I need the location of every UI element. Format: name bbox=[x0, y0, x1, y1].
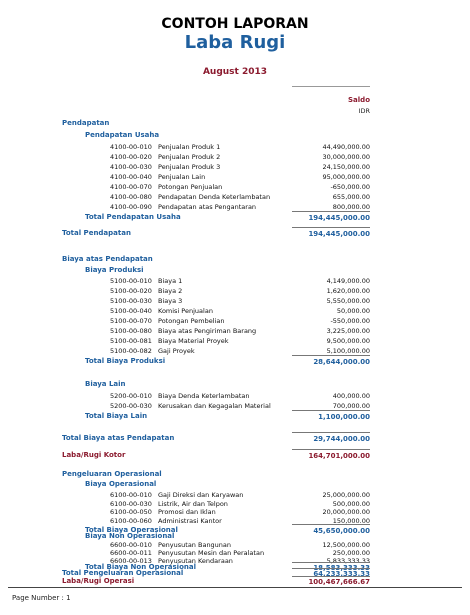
gross-profit-value: 164,701,000.00 bbox=[292, 449, 370, 462]
total-label: Total Biaya Non Operasional bbox=[85, 563, 196, 571]
total-value: 45,650,000.00 bbox=[292, 524, 370, 537]
total-value: 194,445,000.00 bbox=[292, 227, 370, 240]
page-number: Page Number : 1 bbox=[12, 594, 71, 602]
total-label: Total Pengeluaran Operasional bbox=[62, 569, 184, 577]
account-name: Kerusakan dan Kegagalan Material bbox=[158, 402, 271, 410]
account-row bbox=[0, 326, 470, 336]
total-row bbox=[0, 211, 470, 223]
account-row bbox=[0, 162, 470, 172]
account-code: 5100-00-080 bbox=[110, 327, 152, 335]
account-code: 4100-00-080 bbox=[110, 193, 152, 201]
account-row bbox=[0, 316, 470, 326]
account-amount: 800,000.00 bbox=[332, 203, 370, 211]
account-amount: -550,000.00 bbox=[330, 317, 370, 325]
total-label: Total Biaya Lain bbox=[85, 412, 148, 420]
account-code: 4100-00-040 bbox=[110, 173, 152, 181]
account-name: Penjualan Lain bbox=[158, 173, 206, 181]
total-value: 64,233,333.33 bbox=[292, 568, 370, 579]
account-amount: 5,833,333.33 bbox=[326, 557, 370, 565]
total-value: 1,100,000.00 bbox=[292, 410, 370, 423]
account-code: 5200-00-010 bbox=[110, 392, 152, 400]
total-value: 29,744,000.00 bbox=[292, 432, 370, 445]
account-code: 4100-00-070 bbox=[110, 183, 152, 191]
total-label: Total Biaya atas Pendapatan bbox=[62, 434, 175, 442]
account-amount: 655,000.00 bbox=[332, 193, 370, 201]
account-amount: 1,620,000.00 bbox=[326, 287, 370, 295]
account-name: Komisi Penjualan bbox=[158, 307, 213, 315]
total-label: Total Pendapatan bbox=[62, 229, 131, 237]
account-name: Biaya Material Proyek bbox=[158, 337, 229, 345]
report-period: August 2013 bbox=[202, 67, 268, 77]
account-name: Promosi dan Iklan bbox=[158, 508, 216, 516]
account-name: Potongan Pembelian bbox=[158, 317, 225, 325]
account-name: Pendapatan Denda Keterlambatan bbox=[158, 193, 271, 201]
total-row bbox=[0, 524, 470, 536]
account-amount: 50,000.00 bbox=[336, 307, 370, 315]
account-code: 5100-00-070 bbox=[110, 317, 152, 325]
account-code: 6600-00-011 bbox=[110, 549, 152, 557]
account-amount: 20,000,000.00 bbox=[322, 508, 370, 516]
group-biaya-lain: Biaya Lain bbox=[85, 380, 126, 388]
account-name: Penjualan Produk 1 bbox=[158, 143, 221, 151]
account-code: 4100-00-020 bbox=[110, 153, 152, 161]
account-name: Biaya 2 bbox=[158, 287, 183, 295]
account-amount: 25,000,000.00 bbox=[322, 491, 370, 499]
total-value: 28,644,000.00 bbox=[292, 355, 370, 368]
account-row bbox=[0, 296, 470, 306]
account-code: 5100-00-030 bbox=[110, 297, 152, 305]
account-row bbox=[0, 336, 470, 346]
account-row bbox=[0, 182, 470, 192]
account-amount: 700,000.00 bbox=[332, 402, 370, 410]
account-name: Biaya 1 bbox=[158, 277, 183, 285]
account-code: 5100-00-081 bbox=[110, 337, 152, 345]
account-code: 4100-00-090 bbox=[110, 203, 152, 211]
account-code: 6100-00-010 bbox=[110, 491, 152, 499]
total-row bbox=[0, 432, 470, 444]
account-amount: 500,000.00 bbox=[332, 499, 370, 508]
account-name: Listrik, Air dan Telpon bbox=[158, 499, 228, 508]
total-row bbox=[0, 227, 470, 239]
account-code: 4100-00-030 bbox=[110, 163, 152, 171]
header-rule bbox=[292, 86, 370, 87]
account-amount: 4,149,000.00 bbox=[326, 277, 370, 285]
group-biaya-produksi: Biaya Produksi bbox=[85, 266, 144, 274]
section-pendapatan: Pendapatan bbox=[62, 119, 110, 127]
group-biaya-non-operasional: Biaya Non Operasional bbox=[85, 532, 175, 540]
account-amount: 5,550,000.00 bbox=[326, 297, 370, 305]
account-name: Administrasi Kantor bbox=[158, 516, 222, 525]
section-pengeluaran-operasional: Pengeluaran Operasional bbox=[62, 470, 162, 478]
account-name: Penjualan Produk 2 bbox=[158, 153, 221, 161]
account-amount: 44,490,000.00 bbox=[322, 143, 370, 151]
account-code: 6600-00-013 bbox=[110, 557, 152, 565]
account-name: Potongan Penjualan bbox=[158, 183, 223, 191]
account-amount: 9,500,000.00 bbox=[326, 337, 370, 345]
report-title: CONTOH LAPORAN bbox=[161, 16, 309, 32]
account-amount: 30,000,000.00 bbox=[322, 153, 370, 161]
account-name: Penyusutan Bangunan bbox=[158, 541, 232, 549]
account-amount: 5,100,000.00 bbox=[326, 347, 370, 355]
account-amount: 95,000,000.00 bbox=[322, 173, 370, 181]
account-name: Gaji Proyek bbox=[158, 347, 195, 355]
total-label: Total Biaya Operasional bbox=[85, 526, 178, 534]
report-subtitle: Laba Rugi bbox=[184, 32, 286, 53]
footer-rule bbox=[8, 587, 462, 588]
account-name: Gaji Direksi dan Karyawan bbox=[158, 491, 244, 499]
gross-profit-row bbox=[0, 449, 470, 461]
total-row bbox=[0, 410, 470, 422]
operating-profit-label: Laba/Rugi Operasi bbox=[62, 577, 135, 585]
account-name: Biaya 3 bbox=[158, 297, 183, 305]
account-name: Penjualan Produk 3 bbox=[158, 163, 221, 171]
account-code: 6100-00-030 bbox=[110, 499, 152, 508]
section-biaya-atas-pendapatan: Biaya atas Pendapatan bbox=[62, 255, 153, 263]
total-label: Total Biaya Produksi bbox=[85, 357, 166, 365]
account-code: 5100-00-040 bbox=[110, 307, 152, 315]
account-code: 5200-00-030 bbox=[110, 402, 152, 410]
column-header-currency: IDR bbox=[358, 107, 370, 115]
account-code: 6100-00-050 bbox=[110, 508, 152, 516]
account-row bbox=[0, 192, 470, 202]
account-name: Biaya atas Pengiriman Barang bbox=[158, 327, 257, 335]
account-row bbox=[0, 306, 470, 316]
account-amount: 12,500,000.00 bbox=[322, 541, 370, 549]
account-amount: 3,225,000.00 bbox=[326, 327, 370, 335]
account-row bbox=[0, 276, 470, 286]
total-value: 18,583,333.33 bbox=[292, 562, 370, 573]
account-row bbox=[0, 391, 470, 401]
account-code: 5100-00-020 bbox=[110, 287, 152, 295]
account-row bbox=[0, 286, 470, 296]
account-amount: -650,000.00 bbox=[330, 183, 370, 191]
account-code: 6600-00-010 bbox=[110, 541, 152, 549]
account-name: Biaya Denda Keterlambatan bbox=[158, 392, 250, 400]
operating-profit-value: 100,467,666.67 bbox=[292, 576, 370, 587]
account-row bbox=[0, 172, 470, 182]
total-label: Total Pendapatan Usaha bbox=[85, 213, 181, 221]
account-row bbox=[0, 152, 470, 162]
account-amount: 150,000.00 bbox=[332, 516, 370, 525]
total-value: 194,445,000.00 bbox=[292, 211, 370, 224]
column-header-saldo: Saldo bbox=[348, 96, 370, 104]
operating-profit-row bbox=[0, 576, 470, 586]
group-biaya-operasional: Biaya Operasional bbox=[85, 480, 157, 488]
account-name: Pendapatan atas Pengantaran bbox=[158, 203, 257, 211]
gross-profit-label: Laba/Rugi Kotor bbox=[62, 451, 126, 459]
account-amount: 24,150,000.00 bbox=[322, 163, 370, 171]
account-code: 5100-00-010 bbox=[110, 277, 152, 285]
account-code: 5100-00-082 bbox=[110, 347, 152, 355]
account-name: Penyusutan Kendaraan bbox=[158, 557, 233, 565]
account-code: 4100-00-010 bbox=[110, 143, 152, 151]
account-code: 6100-00-060 bbox=[110, 516, 152, 525]
account-name: Penyusutan Mesin dan Peralatan bbox=[158, 549, 265, 557]
account-amount: 400,000.00 bbox=[332, 392, 370, 400]
group-pendapatan-usaha: Pendapatan Usaha bbox=[85, 131, 160, 139]
total-row bbox=[0, 355, 470, 367]
account-amount: 250,000.00 bbox=[332, 549, 370, 557]
account-row bbox=[0, 142, 470, 152]
